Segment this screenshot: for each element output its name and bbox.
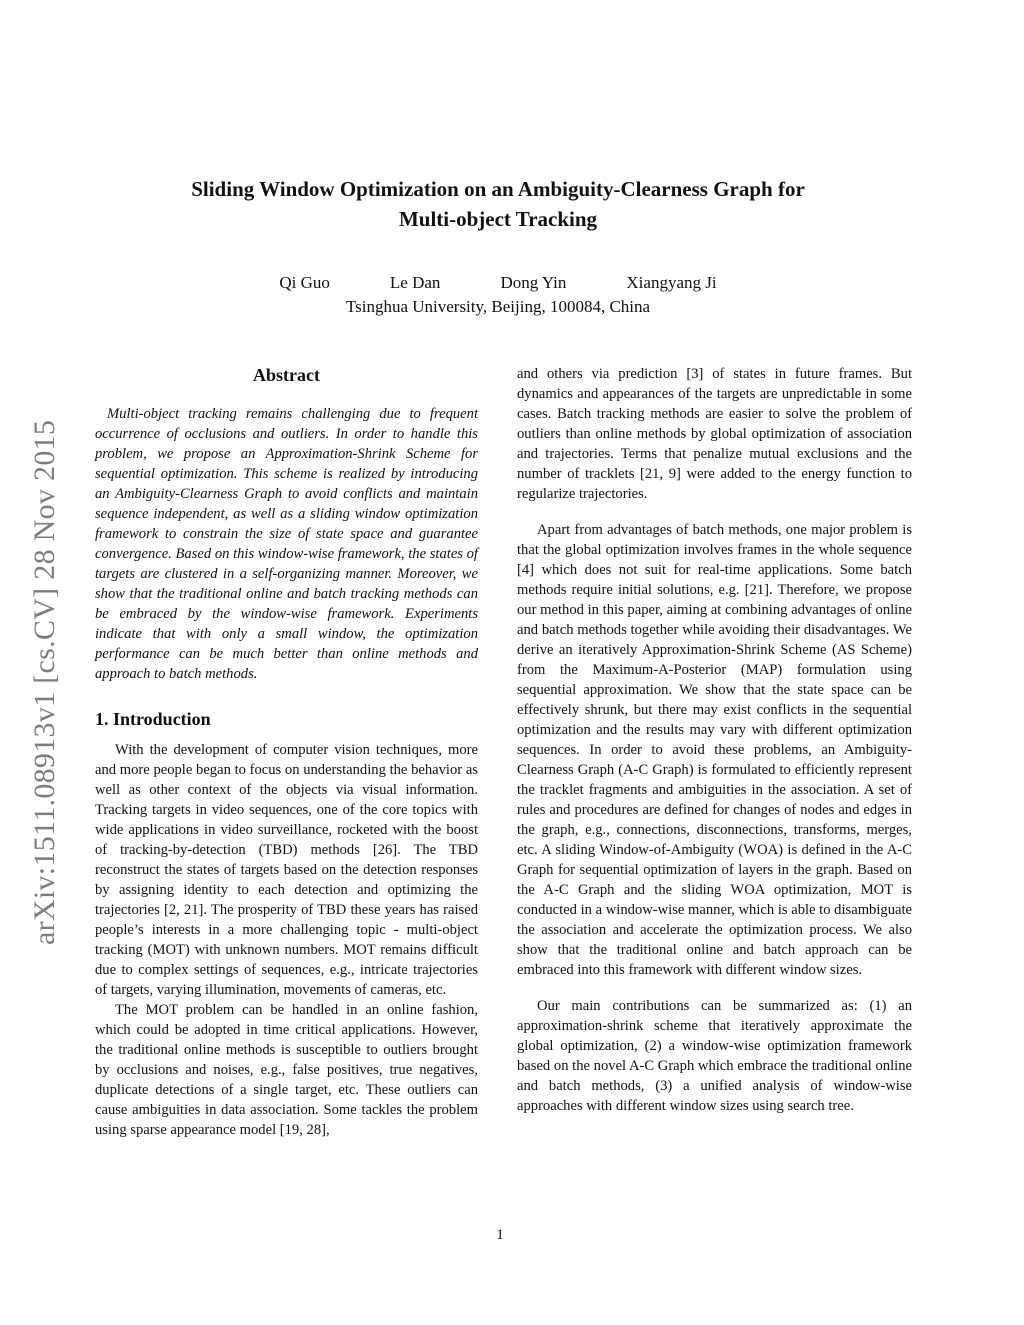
author-list — [100, 271, 896, 295]
right-paragraph-2: Apart from advantages of batch methods, one major problem is that the global optimization involves frames in the whole sequence [4] which does not suit for real-time applications. Some batch methods require initial solutions, e.g. [21]. Therefore, we propose our method in this paper, aiming at combining advantages of online and batch methods together while avoiding their disadvantages. We derive an iteratively Approximation-Shrink Scheme (AS Scheme) from the Maximum-A-Posterior (MAP) formulation using sequential approximation. We show that the state space can be effectively shrunk, but there may exist conflicts in the sequential optimization and the results may vary with different optimization sequences. In order to avoid these problems, an Ambiguity-Clearness Graph (A-C Graph) is formulated to efficiently represent the tracklet fragments and ambiguities in the association. A set of rules and procedures are defined for changes of nodes and edges in the graph, e.g., connections, disconnections, transforms, merges, etc. A sliding Window-of-Ambiguity (WOA) is defined in the A-C Graph for sequential optimization of layers in the graph. Based on the A-C Graph and the sliding WOA optimization, MOT is conducted in a window-wise manner, which is able to disambiguate the association and accelerate the optimization process. We also show that the traditional online and batch approach can be embraced into this framework with different window sizes. — [517, 522, 912, 978]
author-4: Xiangyang Ji — [626, 273, 717, 292]
page-number: 1 — [496, 1227, 504, 1243]
affiliation: Tsinghua University, Beijing, 100084, China — [345, 297, 651, 316]
right-column — [517, 364, 912, 1116]
title-line-1: Sliding Window Optimization on an Ambiguity-Clearness Graph for — [191, 177, 805, 201]
right-paragraph-1: and others via prediction [3] of states in future frames. But dynamics and appearances of the targets are unpredictable in some cases. Batch tracking methods are easier to solve the problem of outliers than online methods by global optimization of association and trajectories. Terms that penalize mutual exclusions and the number of tracklets [21, 9] were added to the energy function to regularize trajectories. — [517, 366, 912, 502]
intro-heading: 1. Introduction — [95, 709, 211, 729]
abstract-heading: Abstract — [253, 365, 320, 385]
intro-paragraph-1: With the development of computer vision techniques, more and more people began to focus on understanding the behavior as well as other context of the objects via visual information. Tracking targets in video sequences, one of the core topics with wide applications in video surveillance, rocketed with the boost of tracking-by-detection (TBD) methods [26]. The TBD reconstruct the states of targets based on the detection responses by assigning identity to each detection and optimizing the trajectories [2, 21]. The prosperity of TBD these years has raised people’s interests in a more challenging topic - multi-object tracking (MOT) with unknown numbers. MOT remains difficult due to complex settings of sequences, e.g., intricate trajectories of targets, varying illumination, movements of cameras, etc. — [95, 742, 478, 998]
author-2: Le Dan — [389, 273, 441, 292]
right-paragraph-3: Our main contributions can be summarized as: (1) an approximation-shrink scheme that iteratively approximate the global optimization, (2) a window-wise optimization framework based on the novel A-C Graph which embrace the traditional online and batch methods, (3) a unified analysis of window-wise approaches with different window sizes using search tree. — [517, 998, 912, 1114]
title-line-2: Multi-object Tracking — [398, 207, 598, 231]
abstract-text: Multi-object tracking remains challenging due to frequent occurrence of occlusions and outliers. In order to handle this problem, we propose an Approximation-Shrink Scheme for sequential optimization. This scheme is realized by introducing an Ambiguity-Clearness Graph to avoid conflicts and maintain sequence independent, as well as a sliding window optimization framework to constrain the size of state space and guarantee convergence. Based on this window-wise framework, the states of targets are clustered in a self-organizing manner. Moreover, we show that the traditional online and batch tracking methods can be embraced by the window-wise framework. Experiments indicate that with only a small window, the optimization performance can be much better than online methods and approach to batch methods. — [95, 406, 478, 682]
arxiv-identifier: arXiv:1511.08913v1 [cs.CV] 28 Nov 2015 — [28, 419, 61, 945]
author-1: Qi Guo — [279, 273, 330, 292]
author-3: Dong Yin — [500, 273, 567, 292]
left-column — [95, 364, 478, 1140]
intro-paragraph-2: The MOT problem can be handled in an online fashion, which could be adopted in time critical applications. However, the traditional online methods is susceptible to outliers brought by occlusions and noises, e.g., false positives, true negatives, duplicate detections of a single target, etc. These outliers can cause ambiguities in data association. Some tackles the problem using sparse appearance model [19, 28], — [95, 1002, 478, 1138]
author-block — [100, 271, 896, 319]
paper-title — [100, 174, 896, 234]
